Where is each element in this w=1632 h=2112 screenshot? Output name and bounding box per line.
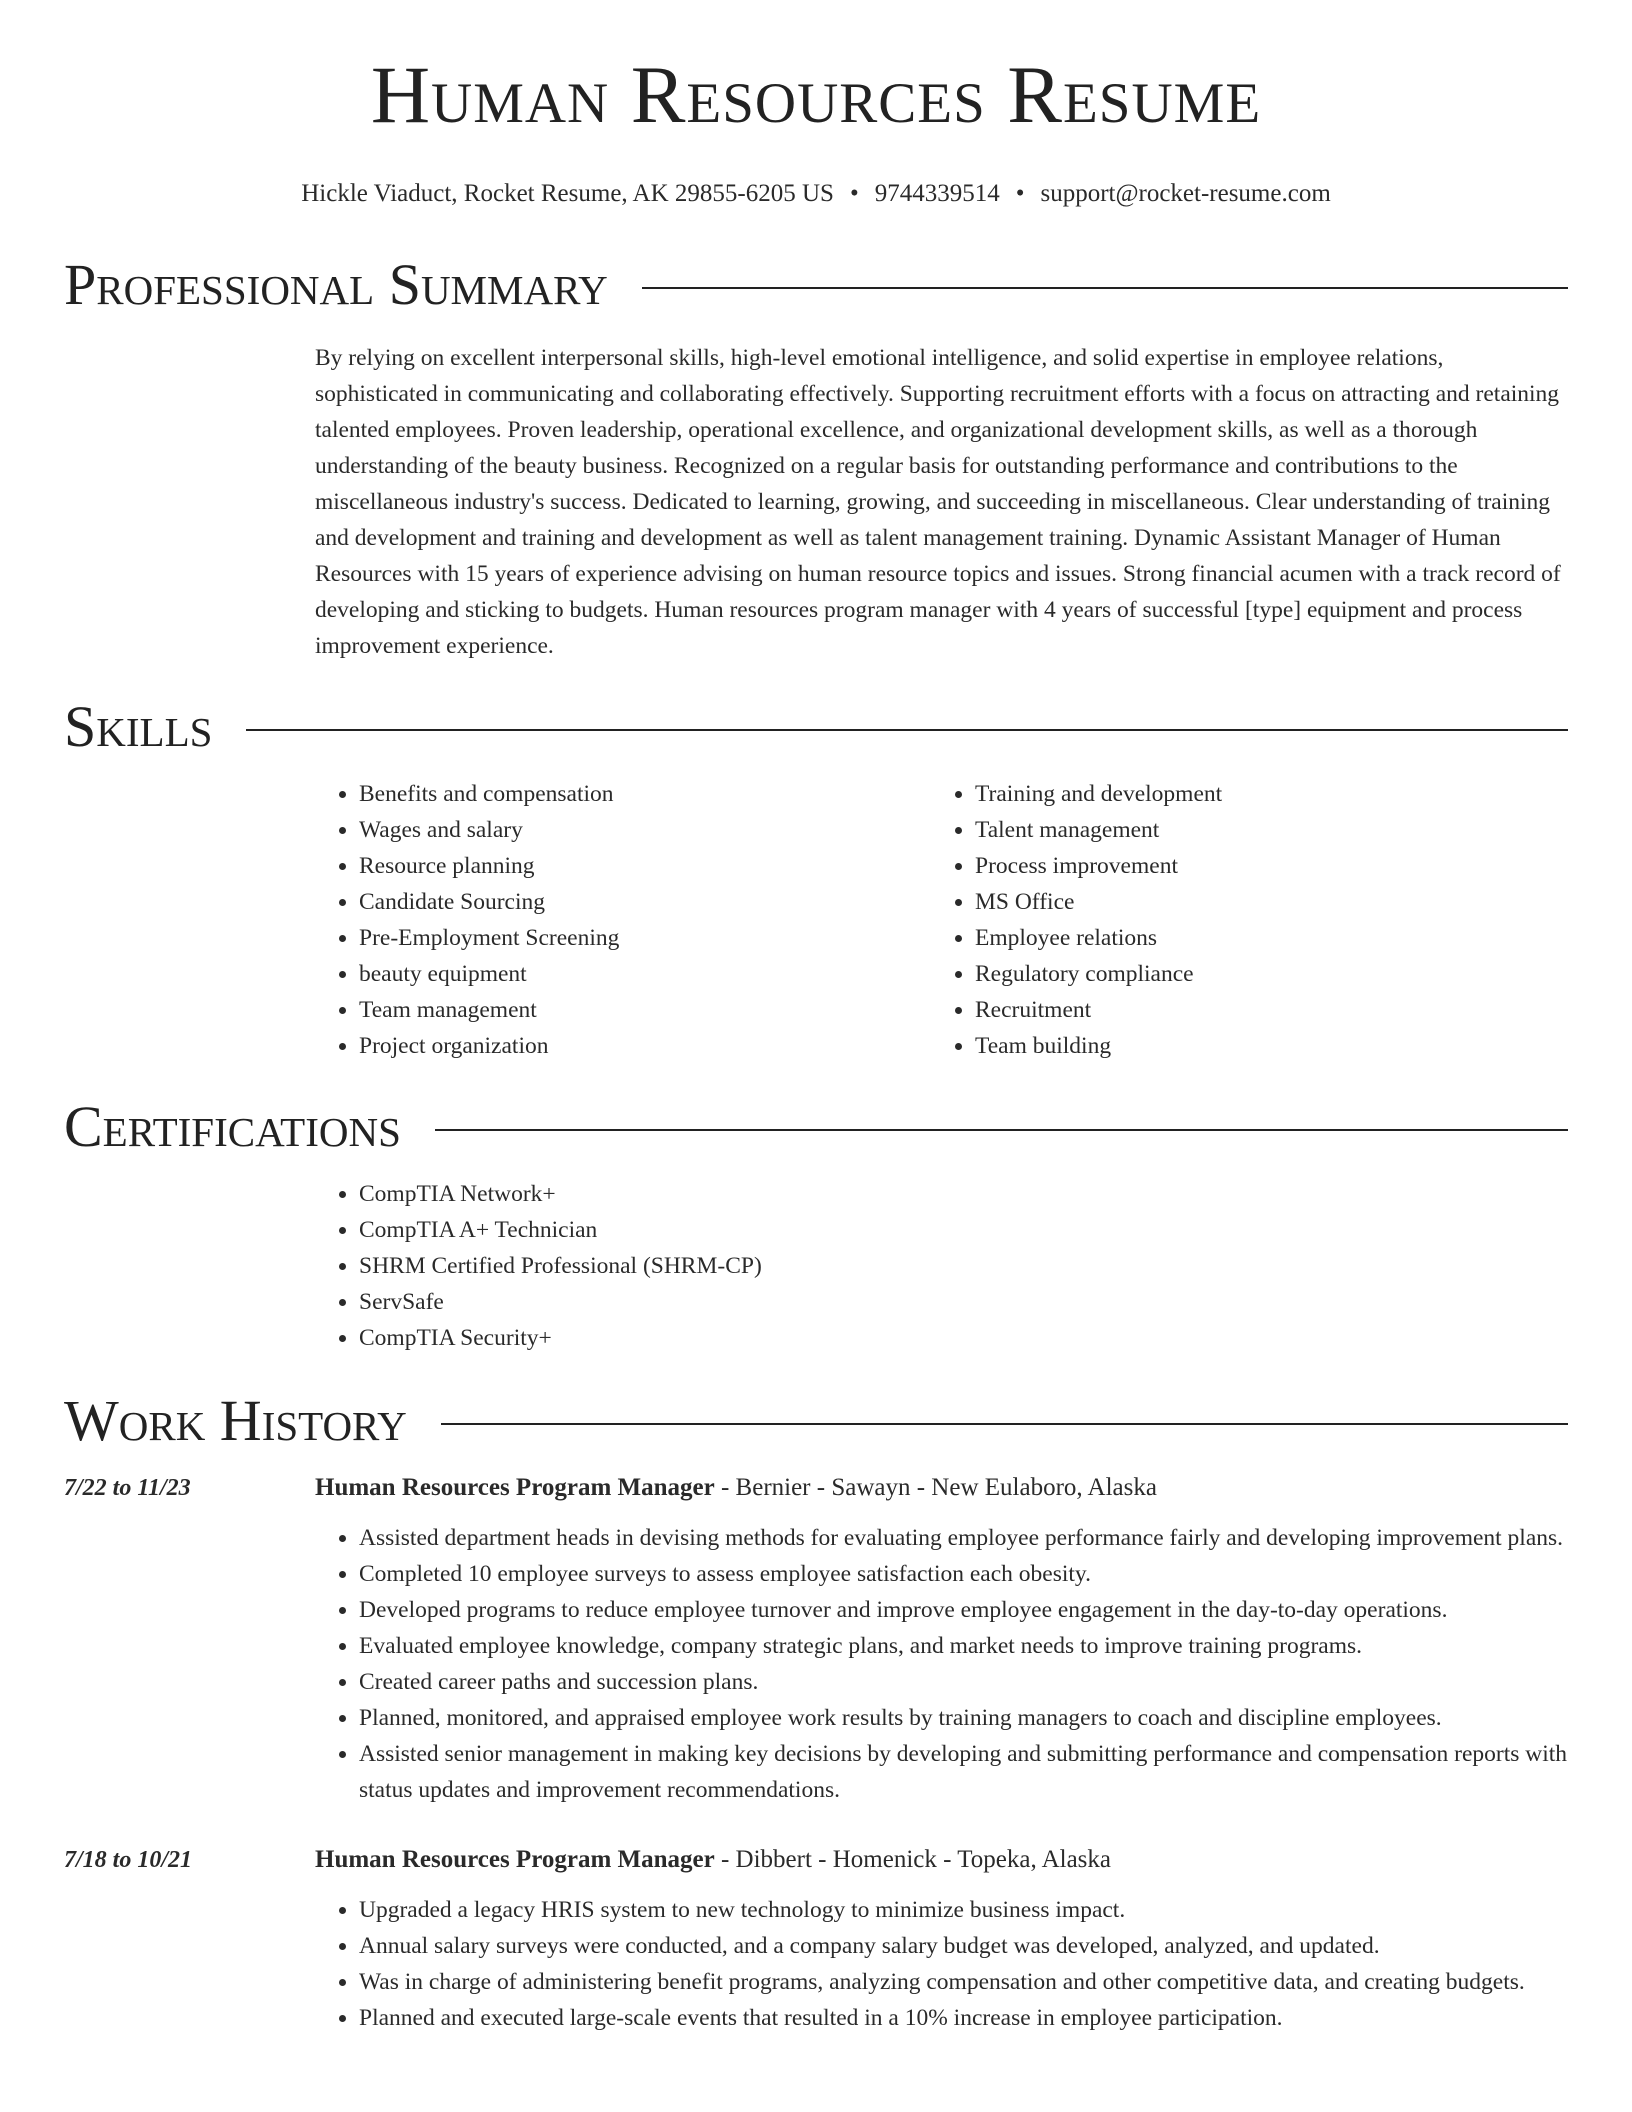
job-entry <box>64 1470 1568 1808</box>
work-section-heading <box>64 1388 1568 1453</box>
skill-item: • Process improvement <box>975 848 1547 884</box>
work-heading: Work History <box>64 1388 407 1453</box>
skills-section-heading <box>64 694 1568 759</box>
certification-item: • CompTIA A+ Technician <box>359 1212 1568 1248</box>
job-dates: 7/18 to 10/21 <box>64 1847 193 1873</box>
job-details <box>315 1842 1568 2036</box>
skills-list-left <box>315 776 931 1064</box>
job-details <box>315 1470 1568 1808</box>
job-title: Human Resources Program Manager <box>315 1846 715 1873</box>
certifications-section-heading <box>64 1094 1568 1159</box>
skill-item: • Team management <box>359 992 931 1028</box>
contact-address: Hickle Viaduct, Rocket Resume, AK 29855-6205 US <box>301 180 834 207</box>
job-dates: 7/22 to 11/23 <box>64 1475 191 1501</box>
skill-item: • Regulatory compliance <box>975 956 1547 992</box>
summary-text: By relying on excellent interpersonal skills, high-level emotional intelligence, and solid expertise in employee relations, sophisticated in communicating and collaborating effectively. Supporting recruitment efforts with a focus on attracting and retaining talented employees. Proven leadership, operational excellence, and organizational development skills, as well as a thorough understanding of the beauty business. Recognized on a regular basis for outstanding performance and contributions to the miscellaneous industry's success. Dedicated to learning, growing, and succeeding in miscellaneous. Clear understanding of training and development and training and development as well as talent management training. Dynamic Assistant Manager of Human Resources with 15 years of experience advising on human resource topics and issues. Strong financial acumen with a track record of developing and sticking to budgets. Human resources program manager with 4 years of successful [type] equipment and process improvement experience. <box>315 345 1561 659</box>
certification-item: • SHRM Certified Professional (SHRM-CP) <box>359 1248 1568 1284</box>
skill-item: • Pre-Employment Screening <box>359 920 931 956</box>
resume-title: Human Resources Resume <box>370 49 1262 140</box>
certification-item: • CompTIA Security+ <box>359 1320 1568 1356</box>
skills-list-right <box>931 776 1547 1064</box>
job-bullet: • Planned, monitored, and appraised employee work results by training managers to coach and discipline employees. <box>359 1700 1568 1736</box>
job-employer: - Dibbert - Homenick - Topeka, Alaska <box>714 1846 1112 1873</box>
skill-item: • Benefits and compensation <box>359 776 931 812</box>
skill-item: • Project organization <box>359 1028 931 1064</box>
skill-item: • Resource planning <box>359 848 931 884</box>
resume-page <box>64 0 1568 2036</box>
skill-item: • Wages and salary <box>359 812 931 848</box>
section-divider <box>642 287 1568 289</box>
summary-section-heading <box>64 252 1568 317</box>
job-bullet: • Developed programs to reduce employee turnover and improve employee engagement in the day-to-day operations. <box>359 1592 1568 1628</box>
job-bullet: • Upgraded a legacy HRIS system to new technology to minimize business impact. <box>359 1892 1568 1928</box>
job-bullet: • Planned and executed large-scale events that resulted in a 10% increase in employee participation. <box>359 2000 1568 2036</box>
job-employer: - Bernier - Sawayn - New Eulaboro, Alaska <box>714 1474 1157 1501</box>
job-bullet: • Was in charge of administering benefit programs, analyzing compensation and other competitive data, and creating budgets. <box>359 1964 1568 2000</box>
contact-line <box>64 180 1568 208</box>
job-bullet: • Completed 10 employee surveys to assess employee satisfaction each obesity. <box>359 1556 1568 1592</box>
section-divider <box>435 1129 1568 1131</box>
contact-phone: 9744339514 <box>874 180 1000 207</box>
contact-separator: • <box>1015 180 1025 207</box>
certifications-heading: Certifications <box>64 1094 401 1159</box>
certifications-list <box>315 1176 1568 1356</box>
skill-item: • Talent management <box>975 812 1547 848</box>
skill-item: • MS Office <box>975 884 1547 920</box>
skills-heading: Skills <box>64 694 213 759</box>
skill-item: • Employee relations <box>975 920 1547 956</box>
section-divider <box>441 1423 1568 1425</box>
section-divider <box>246 729 1568 731</box>
contact-separator: • <box>849 180 859 207</box>
skill-item: • Candidate Sourcing <box>359 884 931 920</box>
skills-grid <box>315 776 1568 1064</box>
job-title: Human Resources Program Manager <box>315 1474 715 1501</box>
job-entry <box>64 1842 1568 2036</box>
certification-item: • CompTIA Network+ <box>359 1176 1568 1212</box>
job-bullet: • Assisted department heads in devising methods for evaluating employee performance fairly and developing improvement plans. <box>359 1520 1568 1556</box>
job-bullet: • Annual salary surveys were conducted, and a company salary budget was developed, analyzed, and updated. <box>359 1928 1568 1964</box>
job-heading <box>315 1470 1568 1506</box>
job-bullet: • Evaluated employee knowledge, company strategic plans, and market needs to improve training programs. <box>359 1628 1568 1664</box>
skill-item: • Recruitment <box>975 992 1547 1028</box>
certifications-block <box>315 1176 1568 1356</box>
skill-item: • Training and development <box>975 776 1547 812</box>
certification-item: • ServSafe <box>359 1284 1568 1320</box>
contact-email: support@rocket-resume.com <box>1040 180 1331 207</box>
skill-item: • beauty equipment <box>359 956 931 992</box>
skill-item: • Team building <box>975 1028 1547 1064</box>
job-bullets <box>315 1892 1568 2036</box>
summary-heading: Professional Summary <box>64 252 608 317</box>
job-bullet: • Created career paths and succession plans. <box>359 1664 1568 1700</box>
job-bullet: • Assisted senior management in making key decisions by developing and submitting performance and compensation reports with status updates and improvement recommendations. <box>359 1736 1568 1808</box>
job-heading <box>315 1842 1568 1878</box>
job-bullets <box>315 1520 1568 1808</box>
